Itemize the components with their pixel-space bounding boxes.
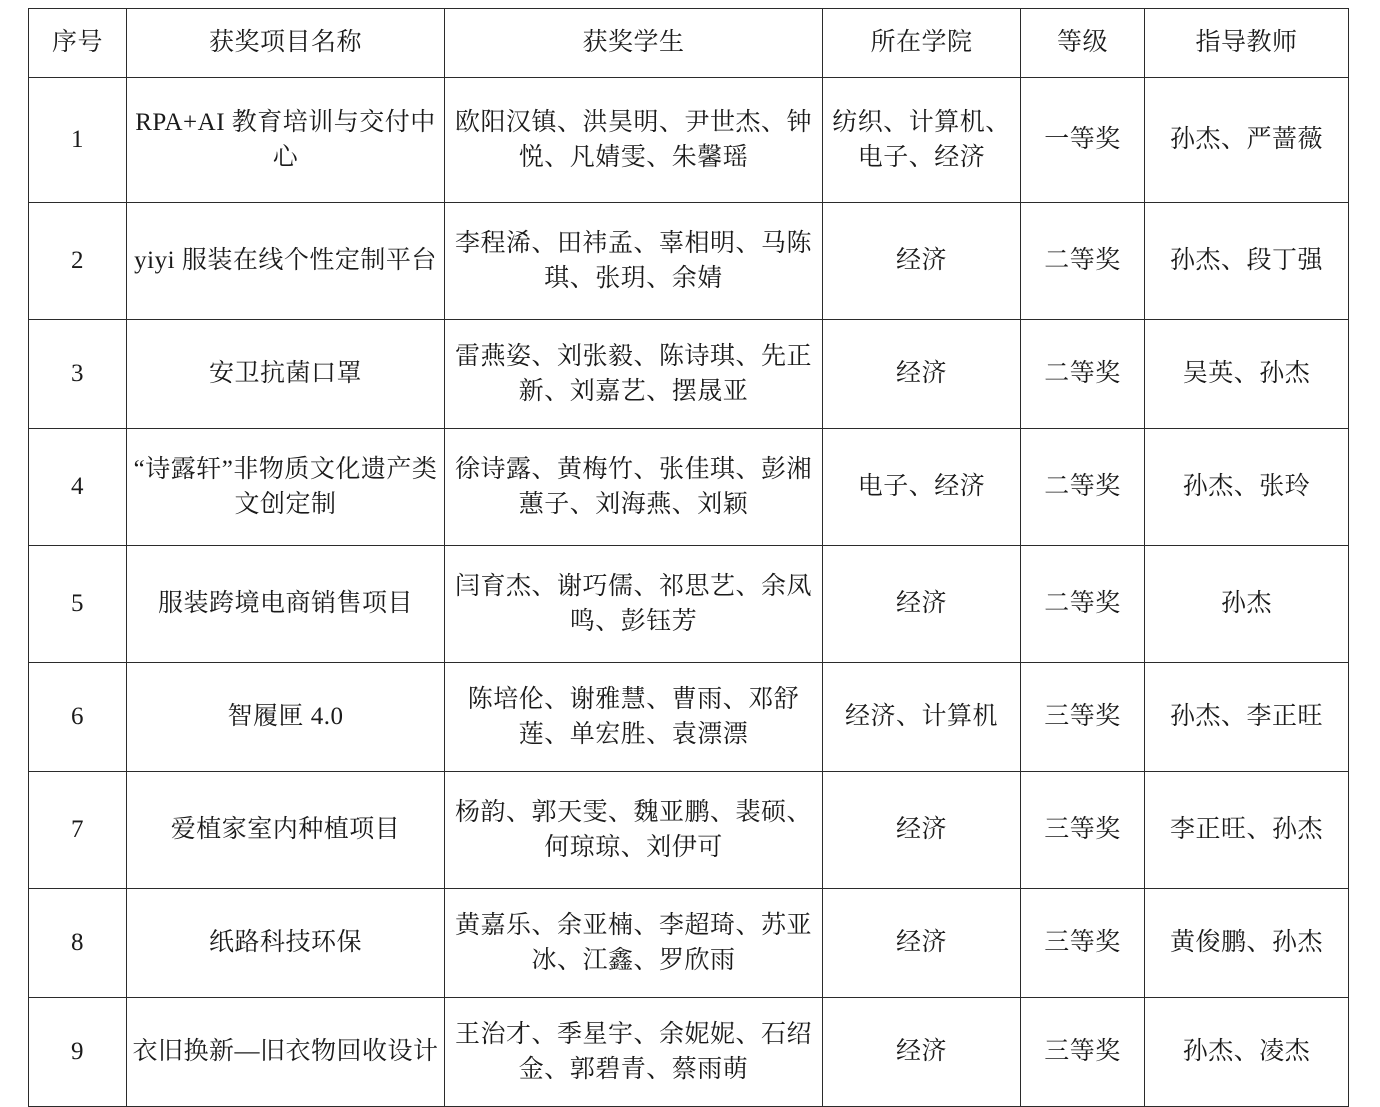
misspelled-word: yiyi: [134, 247, 176, 275]
award-table: [28, 8, 1349, 1107]
table-row: [29, 889, 1349, 998]
table-row: [29, 663, 1349, 772]
cell-no: 7: [29, 772, 127, 889]
table-header-row: [29, 9, 1349, 78]
cell-project: “诗露轩”非物质文化遗产类文创定制: [127, 429, 445, 546]
cell-college: 经济: [823, 546, 1021, 663]
cell-no: 3: [29, 320, 127, 429]
cell-level: 二等奖: [1021, 429, 1145, 546]
table-row: [29, 320, 1349, 429]
cell-project: 爱植家室内种植项目: [127, 772, 445, 889]
cell-teacher: 孙杰、凌杰: [1145, 998, 1349, 1107]
cell-teacher: 孙杰、段丁强: [1145, 203, 1349, 320]
cell-students: 徐诗露、黄梅竹、张佳琪、彭湘蕙子、刘海燕、刘颖: [445, 429, 823, 546]
cell-project: 衣旧换新—旧衣物回收设计: [127, 998, 445, 1107]
cell-students: 杨韵、郭天雯、魏亚鹏、裴硕、何琼琼、刘伊可: [445, 772, 823, 889]
cell-teacher: 李正旺、孙杰: [1145, 772, 1349, 889]
cell-project: [127, 203, 445, 320]
column-header-students: 获奖学生: [445, 9, 823, 78]
cell-project-rest: 服装在线个性定制平台: [175, 247, 437, 275]
cell-no: 5: [29, 546, 127, 663]
table-body: [29, 78, 1349, 1107]
column-header-teacher: 指导教师: [1145, 9, 1349, 78]
table-row: [29, 429, 1349, 546]
column-header-no: 序号: [29, 9, 127, 78]
cell-teacher: 孙杰: [1145, 546, 1349, 663]
cell-college: 电子、经济: [823, 429, 1021, 546]
cell-college: 经济: [823, 320, 1021, 429]
cell-college: 纺织、计算机、电子、经济: [823, 78, 1021, 203]
cell-no: 1: [29, 78, 127, 203]
cell-project: 服装跨境电商销售项目: [127, 546, 445, 663]
cell-level: 三等奖: [1021, 889, 1145, 998]
table-row: [29, 772, 1349, 889]
cell-students: 雷燕姿、刘张毅、陈诗琪、先正新、刘嘉艺、摆晟亚: [445, 320, 823, 429]
cell-college: 经济: [823, 203, 1021, 320]
cell-teacher: 黄俊鹏、孙杰: [1145, 889, 1349, 998]
cell-no: 6: [29, 663, 127, 772]
cell-level: 三等奖: [1021, 998, 1145, 1107]
cell-college: 经济、计算机: [823, 663, 1021, 772]
cell-project: 智履匣 4.0: [127, 663, 445, 772]
cell-project: 安卫抗菌口罩: [127, 320, 445, 429]
cell-college: 经济: [823, 998, 1021, 1107]
cell-level: 三等奖: [1021, 772, 1145, 889]
cell-college: 经济: [823, 889, 1021, 998]
cell-level: 二等奖: [1021, 203, 1145, 320]
cell-level: 三等奖: [1021, 663, 1145, 772]
column-header-college: 所在学院: [823, 9, 1021, 78]
cell-level: 二等奖: [1021, 320, 1145, 429]
table-row: [29, 203, 1349, 320]
table-row: [29, 78, 1349, 203]
cell-teacher: 孙杰、严蔷薇: [1145, 78, 1349, 203]
cell-teacher: 吴英、孙杰: [1145, 320, 1349, 429]
cell-project: RPA+AI 教育培训与交付中心: [127, 78, 445, 203]
table-header: [29, 9, 1349, 78]
cell-students: 黄嘉乐、余亚楠、李超琦、苏亚冰、江鑫、罗欣雨: [445, 889, 823, 998]
column-header-project: 获奖项目名称: [127, 9, 445, 78]
cell-no: 4: [29, 429, 127, 546]
column-header-level: 等级: [1021, 9, 1145, 78]
cell-students: 欧阳汉镇、洪昊明、尹世杰、钟悦、凡婧雯、朱馨瑶: [445, 78, 823, 203]
cell-no: 8: [29, 889, 127, 998]
cell-students: 李程浠、田祎孟、辜相明、马陈琪、张玥、余婧: [445, 203, 823, 320]
cell-no: 9: [29, 998, 127, 1107]
cell-students: 王治才、季星宇、余妮妮、石绍金、郭碧青、蔡雨萌: [445, 998, 823, 1107]
cell-level: 一等奖: [1021, 78, 1145, 203]
cell-students: 陈培伦、谢雅慧、曹雨、邓舒莲、单宏胜、袁漂漂: [445, 663, 823, 772]
cell-teacher: 孙杰、张玲: [1145, 429, 1349, 546]
cell-teacher: 孙杰、李正旺: [1145, 663, 1349, 772]
table-row: [29, 998, 1349, 1107]
table-row: [29, 546, 1349, 663]
cell-project: 纸路科技环保: [127, 889, 445, 998]
cell-level: 二等奖: [1021, 546, 1145, 663]
cell-students: 闫育杰、谢巧儒、祁思艺、余凤鸣、彭钰芳: [445, 546, 823, 663]
cell-college: 经济: [823, 772, 1021, 889]
cell-no: 2: [29, 203, 127, 320]
